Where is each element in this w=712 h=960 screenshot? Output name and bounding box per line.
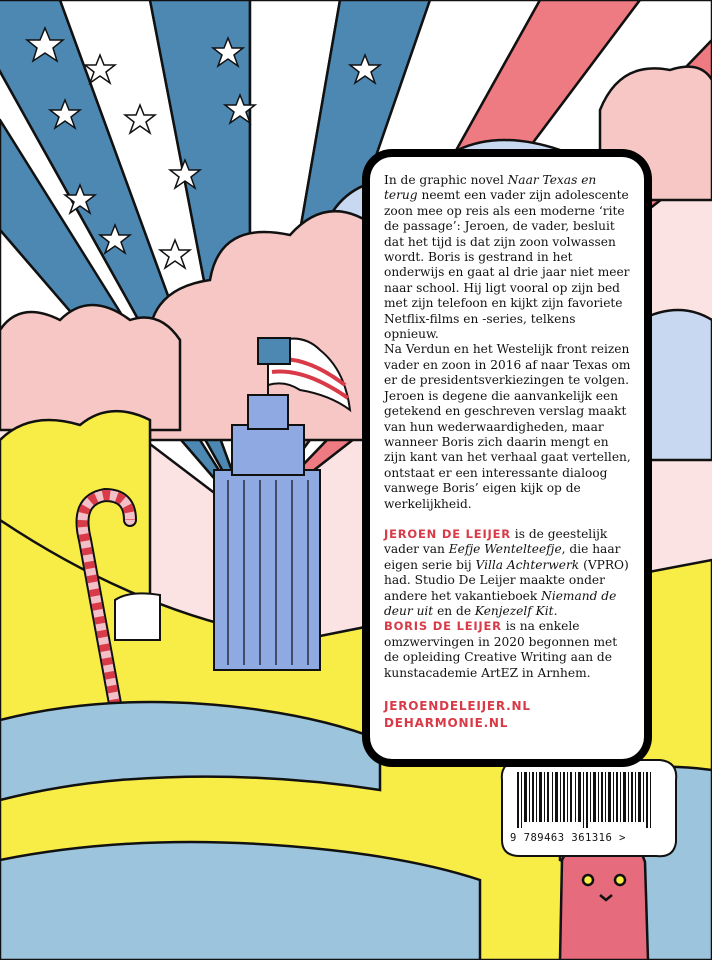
summary-text-2: Na Verdun en het Westelijk front reizen vader en zoon in 2016 af naar Texas om er de presidentsverkiezingen te volgen. Jeroen is degene die aanvankelijk een getekend en geschreven verslag maakt van hun wederwaardigheden, maar wanneer Boris zich daarin mengt en zijn kant van het verhaal gaat vertellen, ontstaat er een interessante dialoog vanwege Boris’ eigen kijk op de werkelijkheid. bbox=[384, 342, 631, 511]
book-title: Naar Texas en terug bbox=[384, 173, 597, 203]
bio-jeroen-text-4: en de bbox=[437, 603, 472, 618]
author-name-jeroen: JEROEN DE LEIJER bbox=[384, 526, 511, 541]
bio-boris-text: is na enkele omzwervingen in 2020 begonnen met de opleiding Creative Writing aan de kunstacademie ArtEZ in Arnhem. bbox=[384, 619, 618, 680]
bio-jeroen-italic-1: Eefje Wentelteefje bbox=[448, 542, 562, 557]
bio-jeroen-italic-4: Kenjezelf Kit bbox=[474, 603, 554, 618]
summary-intro: In de graphic novel bbox=[384, 173, 504, 187]
bio-jeroen bbox=[384, 527, 632, 619]
author-name-boris: BORIS DE LEIJER bbox=[384, 619, 502, 634]
link-deharmonie[interactable]: DEHARMONIE.NL bbox=[384, 716, 509, 730]
bio-jeroen-text-2: , die haar eigen serie bij bbox=[384, 542, 621, 572]
website-links bbox=[384, 698, 632, 732]
bio-jeroen-text-1: is de geestelijk vader van bbox=[384, 526, 608, 557]
summary-paragraph-2 bbox=[384, 342, 632, 511]
bio-boris bbox=[384, 619, 632, 681]
link-jeroendeleijer[interactable]: JEROENDELEIJER.NL bbox=[384, 699, 531, 713]
bio-jeroen-italic-2: Villa Achterwerk bbox=[475, 557, 580, 572]
bio-jeroen-text-5: . bbox=[553, 603, 558, 618]
bio-jeroen-text-3: (VPRO) had. Studio De Leijer maakte onder andere het vakantieboek bbox=[384, 557, 629, 603]
isbn-number: 9 789463 361316 > bbox=[510, 832, 626, 844]
text-panel bbox=[362, 149, 652, 767]
summary-paragraph-1 bbox=[384, 173, 632, 342]
bio-jeroen-italic-3: Niemand de deur uit bbox=[384, 588, 617, 618]
text-panel-inner bbox=[370, 157, 644, 759]
summary-text-1: neemt een vader zijn adolescente zoon mee op reis als een moderne ‘rite de passage’: Jeroen, de vader, besluit dat het tijd is dat zijn zoon volwassen wordt. Boris is gestrand in het onderwijs en gaat al drie jaar niet meer naar school. Hij ligt vooral op zijn bed met zijn telefoon en kijkt zijn favoriete Netflix-films en -series, telkens opnieuw. bbox=[384, 188, 630, 342]
